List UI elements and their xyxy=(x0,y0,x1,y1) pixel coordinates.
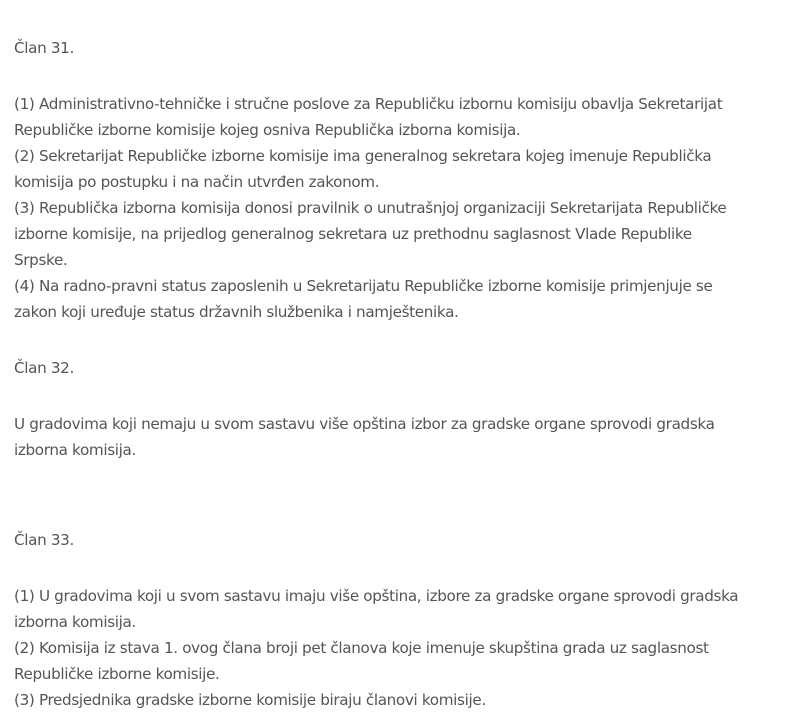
clipped-previous-line xyxy=(14,0,18,7)
article-32-heading: Član 32. xyxy=(14,359,74,377)
article-33-heading: Član 33. xyxy=(14,531,74,549)
article-31-line: komisija po postupku i na način utvrđen zakonom. xyxy=(14,173,380,191)
article-31-line: (1) Administrativno-tehničke i stručne poslove za Republičku izbornu komisiju obavlja Sekretarijat xyxy=(14,95,723,113)
article-33-line: (1) U gradovima koji u svom sastavu imaju više opština, izbore za gradske organe sprovodi gradska xyxy=(14,587,739,605)
article-31-line: (2) Sekretarijat Republičke izborne komisije ima generalnog sekretara kojeg imenuje Republička xyxy=(14,147,712,165)
article-31-line: zakon koji uređuje status državnih službenika i namještenika. xyxy=(14,303,459,321)
article-33-line: Republičke izborne komisije. xyxy=(14,665,220,683)
article-31-line: izborne komisije, na prijedlog generalnog sekretara uz prethodnu saglasnost Vlade Republike xyxy=(14,225,692,243)
article-31-heading: Član 31. xyxy=(14,39,74,57)
article-31-line: (4) Na radno-pravni status zaposlenih u Sekretarijatu Republičke izborne komisije primjenjuje se xyxy=(14,277,713,295)
article-33-line: (2) Komisija iz stava 1. ovog člana broji pet članova koje imenuje skupština grada uz saglasnost xyxy=(14,639,709,657)
article-31-line: Srpske. xyxy=(14,251,68,269)
article-31-line: (3) Republička izborna komisija donosi pravilnik o unutrašnjoj organizaciji Sekretarijata Republičke xyxy=(14,199,727,217)
article-32-line: U gradovima koji nemaju u svom sastavu više opština izbor za gradske organe sprovodi gradska xyxy=(14,415,715,433)
article-33-line: izborna komisija. xyxy=(14,613,136,631)
article-33-line: (3) Predsjednika gradske izborne komisije biraju članovi komisije. xyxy=(14,691,486,709)
article-31-line: Republičke izborne komisije kojeg osniva Republička izborna komisija. xyxy=(14,121,521,139)
article-32-line: izborna komisija. xyxy=(14,441,136,459)
